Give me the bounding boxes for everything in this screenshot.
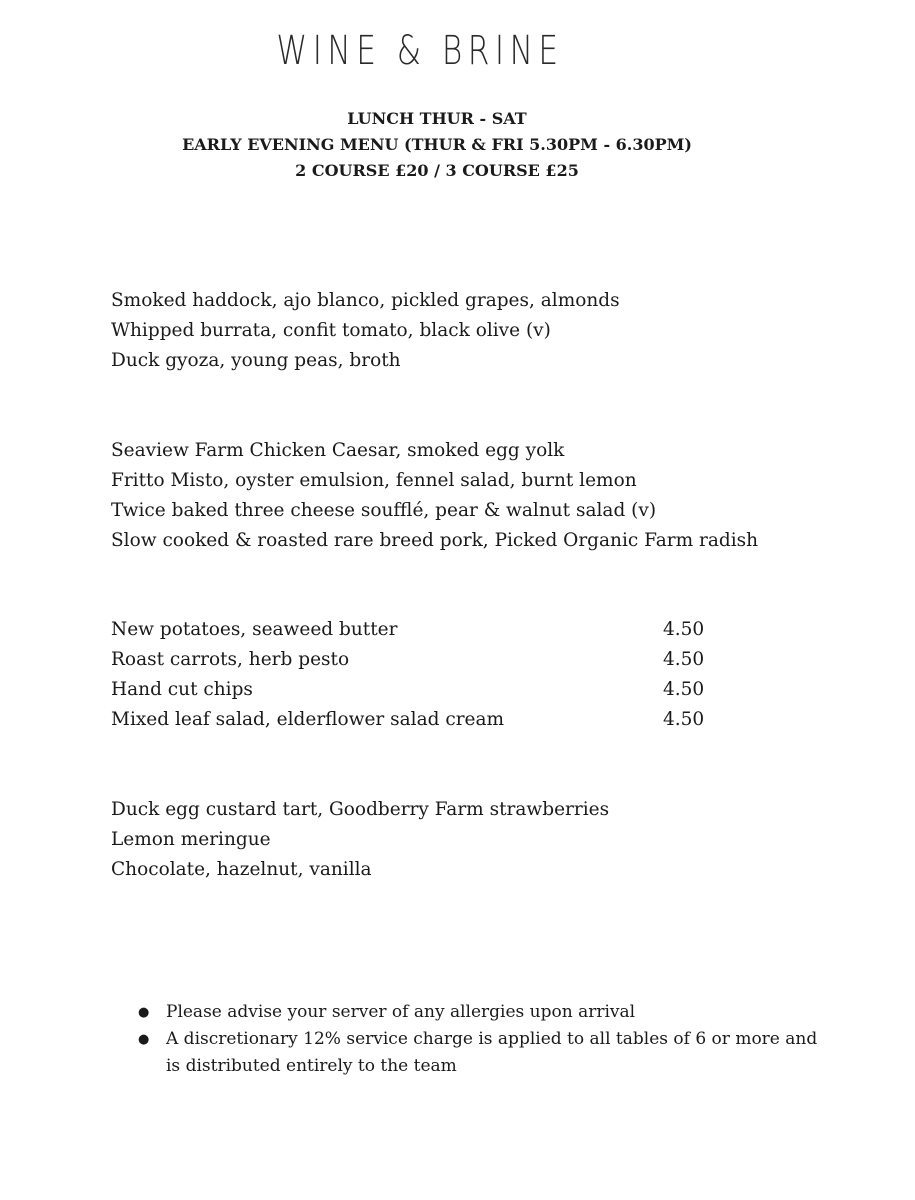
list-item (111, 316, 620, 346)
restaurant-logo: WINE & BRINE (276, 28, 564, 74)
list-item (111, 436, 758, 466)
note-item (138, 999, 818, 1026)
main-name: Seaview Farm Chicken Caesar, smoked egg yolk (111, 440, 565, 461)
header-course-prices: 2 COURSE £20 / 3 COURSE £25 (295, 161, 579, 180)
side-price: 4.50 (663, 649, 705, 670)
list-item (111, 496, 758, 526)
note-text: Please advise your server of any allergies upon arrival (166, 1002, 636, 1022)
bullet-icon: ● (138, 1032, 150, 1047)
dessert-name: Chocolate, hazelnut, vanilla (111, 859, 372, 880)
starter-name: Duck gyoza, young peas, broth (111, 350, 401, 371)
side-price: 4.50 (663, 709, 705, 730)
notes-list (138, 999, 818, 1080)
side-price: 4.50 (663, 619, 705, 640)
side-name: Mixed leaf salad, elderflower salad cream (111, 709, 505, 730)
starters-section (111, 286, 620, 376)
menu-header (0, 106, 874, 184)
list-item (111, 466, 758, 496)
dessert-name: Lemon meringue (111, 829, 271, 850)
starter-name: Whipped burrata, confit tomato, black olive (v) (111, 320, 551, 341)
note-item (138, 1026, 818, 1080)
starter-name: Smoked haddock, ajo blanco, pickled grapes, almonds (111, 290, 620, 311)
side-name: Hand cut chips (111, 679, 253, 700)
side-price: 4.50 (663, 679, 705, 700)
list-item (111, 645, 723, 675)
main-name: Twice baked three cheese soufflé, pear & walnut salad (v) (111, 500, 657, 521)
sides-section (111, 615, 723, 735)
list-item (111, 286, 620, 316)
dessert-name: Duck egg custard tart, Goodberry Farm strawberries (111, 799, 610, 820)
list-item (111, 825, 609, 855)
mains-section (111, 436, 758, 556)
side-name: New potatoes, seaweed butter (111, 619, 398, 640)
list-item (111, 526, 758, 556)
main-name: Fritto Misto, oyster emulsion, fennel salad, burnt lemon (111, 470, 637, 491)
main-name: Slow cooked & roasted rare breed pork, Picked Organic Farm radish (111, 530, 759, 551)
list-item (111, 705, 723, 735)
list-item (111, 346, 620, 376)
list-item (111, 675, 723, 705)
side-name: Roast carrots, herb pesto (111, 649, 350, 670)
header-early-evening: EARLY EVENING MENU (THUR & FRI 5.30PM - 6.30PM) (182, 135, 692, 154)
desserts-section (111, 795, 609, 885)
list-item (111, 855, 609, 885)
header-lunch-days: LUNCH THUR - SAT (347, 109, 527, 128)
list-item (111, 615, 723, 645)
bullet-icon: ● (138, 1005, 150, 1020)
note-text: A discretionary 12% service charge is applied to all tables of 6 or more and is distributed entirely to the team (166, 1029, 818, 1076)
list-item (111, 795, 609, 825)
